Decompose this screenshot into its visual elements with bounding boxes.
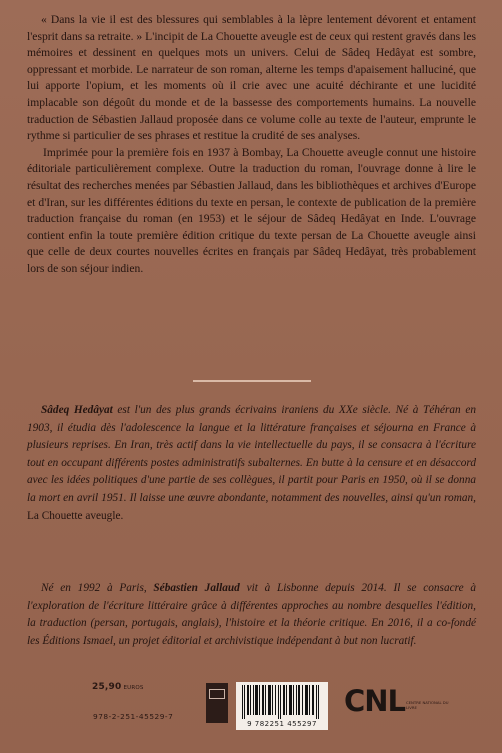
publisher-logo-icon	[206, 683, 228, 723]
isbn-text: 978-2-251-45529-7	[93, 712, 174, 721]
price-label	[92, 682, 144, 692]
cnl-logo-subtitle: CENTRE NATIONAL DU LIVRE	[406, 700, 449, 710]
book-title: La Chouette aveugle.	[27, 509, 124, 522]
author-bio-text: est l'un des plus grands écrivains iraniens du XXe siècle. Né à Téhéran en 1903, il étudia dès l'adolescence la langue et la littérature françaises et séjourna en France à plusieurs reprises. En Iran, très actif dans la vie intellectuelle du pays, il se consacra à l'écriture tout en occupant différents postes administratifs subalternes. En butte à la censure et en désaccord avec les idées politiques d'une partie de ses collègues, il partit pour Paris en 1950, où il se donna la mort en avril 1951. Il laisse une œuvre abondante, notamment des nouvelles, ainsi qu'un roman,	[27, 404, 476, 504]
section-divider	[193, 380, 311, 382]
author-bio	[27, 402, 476, 525]
cnl-logo	[344, 683, 406, 723]
price-currency: EUROS	[123, 685, 144, 691]
barcode	[236, 682, 328, 730]
translator-bio-prefix: Né en 1992 à Paris,	[41, 582, 154, 594]
synopsis-paragraph-1: « Dans la vie il est des blessures qui semblables à la lèpre lentement dévorent et entament l'esprit dans sa retraite. » L'incipit de La Chouette aveugle est de ceux qui restent gravés dans les mémoires et dessinent en quelques mots un univers. Celui de Sâdeq Hedâyat est sombre, oppressant et morbide. Le narrateur de son roman, alterne les temps d'apaisement halluciné, que lui apporte l'opium, et les moments où il crie avec une acuité déchirante et une lucidité implacable son dégoût du monde et de la bassesse des comportements humains. La nouvelle traduction de Sébastien Jallaud proposée dans ce volume colle au texte de l'auteur, emprunte le rythme si particulier de ses phrases et restitue la crudité de ses analyses.	[27, 13, 476, 143]
author-name: Sâdeq Hedâyat	[41, 404, 113, 416]
cnl-logo-text: CNL	[344, 684, 406, 718]
translator-name: Sébastien Jallaud	[153, 582, 240, 594]
synopsis-paragraph-2: Imprimée pour la première fois en 1937 à Bombay, La Chouette aveugle connut une histoire éditoriale particulièrement complexe. Outre la traduction du roman, l'ouvrage donne à lire le résultat des recherches menées par Sébastien Jallaud, dans les bibliothèques et archives d'Europe et d'Iran, sur les différentes éditions du texte en persan, le contexte de publication de la première traduction française du roman (en 1953) et le séjour de Sâdeq Hedâyat en Inde. L'ouvrage contient enfin la toute première édition critique du texte persan de La Chouette aveugle ainsi que celle de deux courtes nouvelles écrites en français par Sâdeq Hedâyat, très probablement lors de son séjour indien.	[27, 145, 476, 275]
barcode-number: 9 782251 455297	[247, 720, 317, 728]
barcode-icon	[242, 685, 322, 719]
translator-bio	[27, 580, 476, 650]
synopsis-text	[27, 12, 476, 278]
translator-bio-text: vit à Lisbonne depuis 2014. Il se consacre à l'exploration de l'écriture littéraire grâce à différentes approches au nombre desquelles l'édition, la traduction (persan, portugais, anglais), l'histoire et la théorie critique. En 2016, il a co-fondé les Éditions Ismael, un projet éditorial et archivistique indépendant à but non lucratif.	[27, 582, 476, 647]
price-value: 25,90	[92, 682, 122, 692]
